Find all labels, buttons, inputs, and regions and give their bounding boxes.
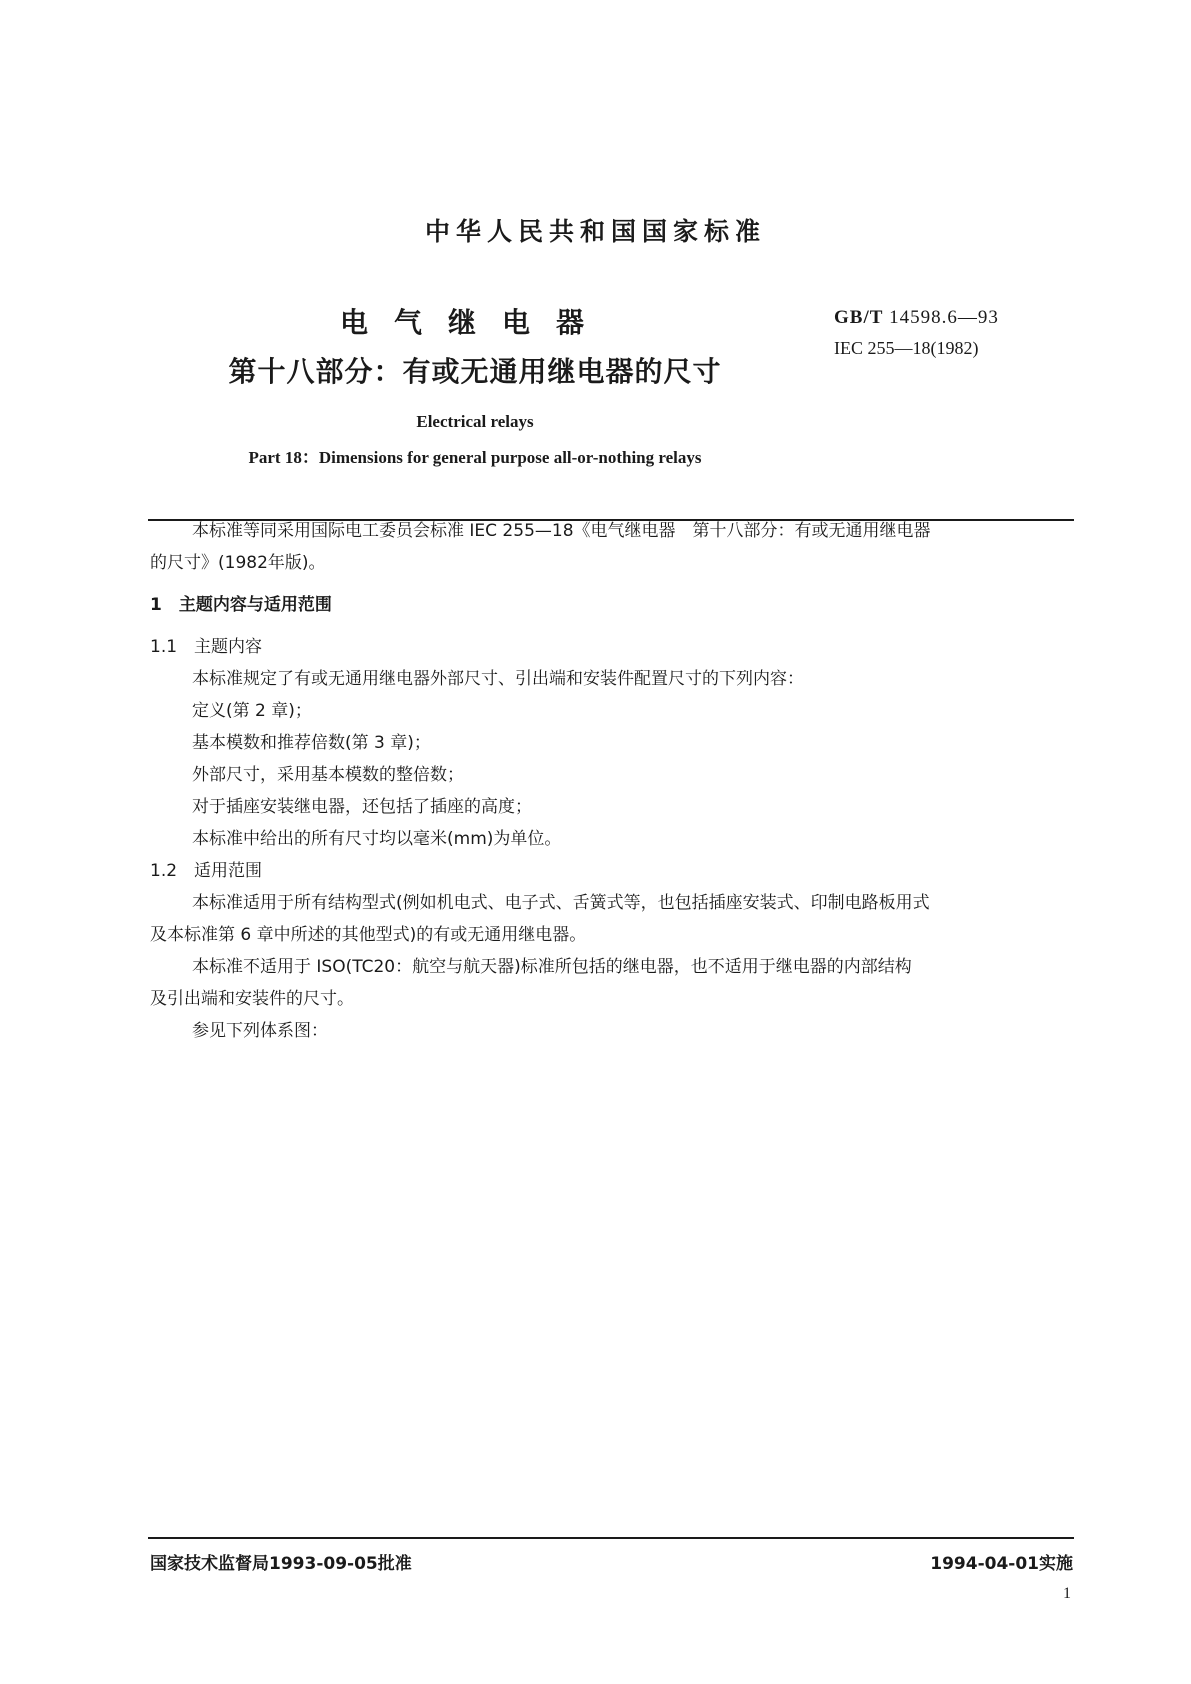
section-1-2-heading: 1.2 适用范围 [150,861,263,881]
list-item: 对于插座安装继电器，还包括了插座的高度； [192,797,532,817]
implementation-date: 1994-04-01实施 [930,1554,1073,1574]
gb-number: 14598.6—93 [889,307,999,328]
scope-line: 参见下列体系图： [192,1021,328,1041]
en-main-title: Electrical relays [416,412,534,431]
scope-line: 本标准适用于所有结构型式(例如机电式、电子式、舌簧式等，也包括插座安装式、印制电路板用式 [192,893,930,913]
intro-line: 的尺寸》(1982年版)。 [150,553,326,573]
list-item: 本标准中给出的所有尺寸均以毫米(mm)为单位。 [192,829,562,849]
page-number: 1 [1063,1585,1071,1602]
list-item: 本标准规定了有或无通用继电器外部尺寸、引出端和安装件配置尺寸的下列内容： [192,669,804,689]
gb-standard-code [834,307,999,329]
iec-standard-code: IEC 255—18(1982) [834,338,979,358]
intro-line: 本标准等同采用国际电工委员会标准 IEC 255—18《电气继电器 第十八部分：有或无通用继电器 [192,521,931,541]
national-standard-header: 中华人民共和国国家标准 [424,217,766,246]
en-sub-title: Part 18：Dimensions for general purpose all-or-nothing relays [248,448,702,467]
list-item: 基本模数和推荐倍数(第 3 章)； [192,733,431,753]
scope-line: 及本标准第 6 章中所述的其他型式)的有或无通用继电器。 [150,925,587,945]
section-1-1-heading: 1.1 主题内容 [150,637,263,657]
document-body [150,515,1072,1047]
cn-sub-title: 第十八部分：有或无通用继电器的尺寸 [228,355,722,388]
gb-prefix: GB/T [834,307,884,328]
list-item: 定义(第 2 章)； [192,701,312,721]
cn-main-title: 电气继电器 [339,306,610,339]
scope-line: 及引出端和安装件的尺寸。 [150,989,354,1009]
footer-divider [148,1537,1074,1539]
scope-line: 本标准不适用于 ISO(TC20：航空与航天器)标准所包括的继电器，也不适用于继电器的内部结构 [192,957,912,977]
list-item: 外部尺寸，采用基本模数的整倍数； [192,765,464,785]
section-1-heading: 1 主题内容与适用范围 [150,595,332,615]
approval-date: 国家技术监督局1993-09-05批准 [150,1554,412,1574]
